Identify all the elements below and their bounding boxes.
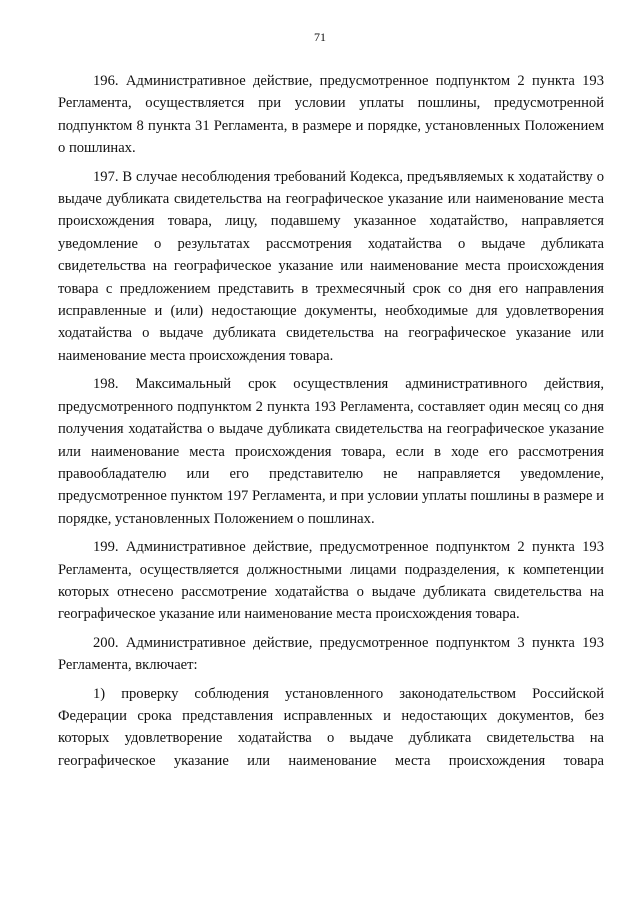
paragraph-198: 198. Максимальный срок осуществления административного действия, предусмотренного подпунктом 2 пункта 193 Регламента, составляет один месяц со дня получения ходатайства о выдаче дубликата свидетельства на географическое указание или наименование места происхождения товара, если в ходе его рассмотрения правообладателю или его представителю не направляется уведомление, предусмотренное пунктом 197 Регламента, и при условии уплаты пошлины в размере и порядке, установленных Положением о пошлинах. (58, 376, 604, 527)
paragraph-197: 197. В случае несоблюдения требований Кодекса, предъявляемых к ходатайству о выдаче дубликата свидетельства на географическое указание или наименование места происхождения товара, лицу, подавшему указанное ходатайство, направляется уведомление о результатах рассмотрения ходатайства о выдаче дубликата свидетельства на географическое указание или наименование места происхождения товара с предложением представить в трехмесячный срок со дня его направления исправленные и (или) недостающие документы, необходимые для удовлетворения ходатайства о выдаче дубликата свидетельства на географическое указание или наименование места происхождения товара. (58, 168, 604, 364)
document-body (58, 70, 604, 772)
paragraph-199: 199. Административное действие, предусмотренное подпунктом 2 пункта 193 Регламента, осуществляется должностными лицами подразделения, к компетенции которых отнесено рассмотрение ходатайства о выдаче дубликата свидетельства на географическое указание или наименование места происхождения товара. (58, 539, 604, 623)
page-number: 71 (314, 30, 326, 44)
paragraph-196: 196. Административное действие, предусмотренное подпунктом 2 пункта 193 Регламента, осуществляется при условии уплаты пошлины, предусмотренной подпунктом 8 пункта 31 Регламента, в размере и порядке, установленных Положением о пошлинах. (58, 73, 604, 157)
paragraph-200-item-1: 1) проверку соблюдения установленного законодательством Российской Федерации срока представления исправленных и недостающих документов, без которых удовлетворение ходатайства о выдаче дубликата свидетельства на географическое указание или наименование места происхождения товара (58, 685, 604, 769)
paragraph-200: 200. Административное действие, предусмотренное подпунктом 3 пункта 193 Регламента, включает: (58, 634, 604, 674)
